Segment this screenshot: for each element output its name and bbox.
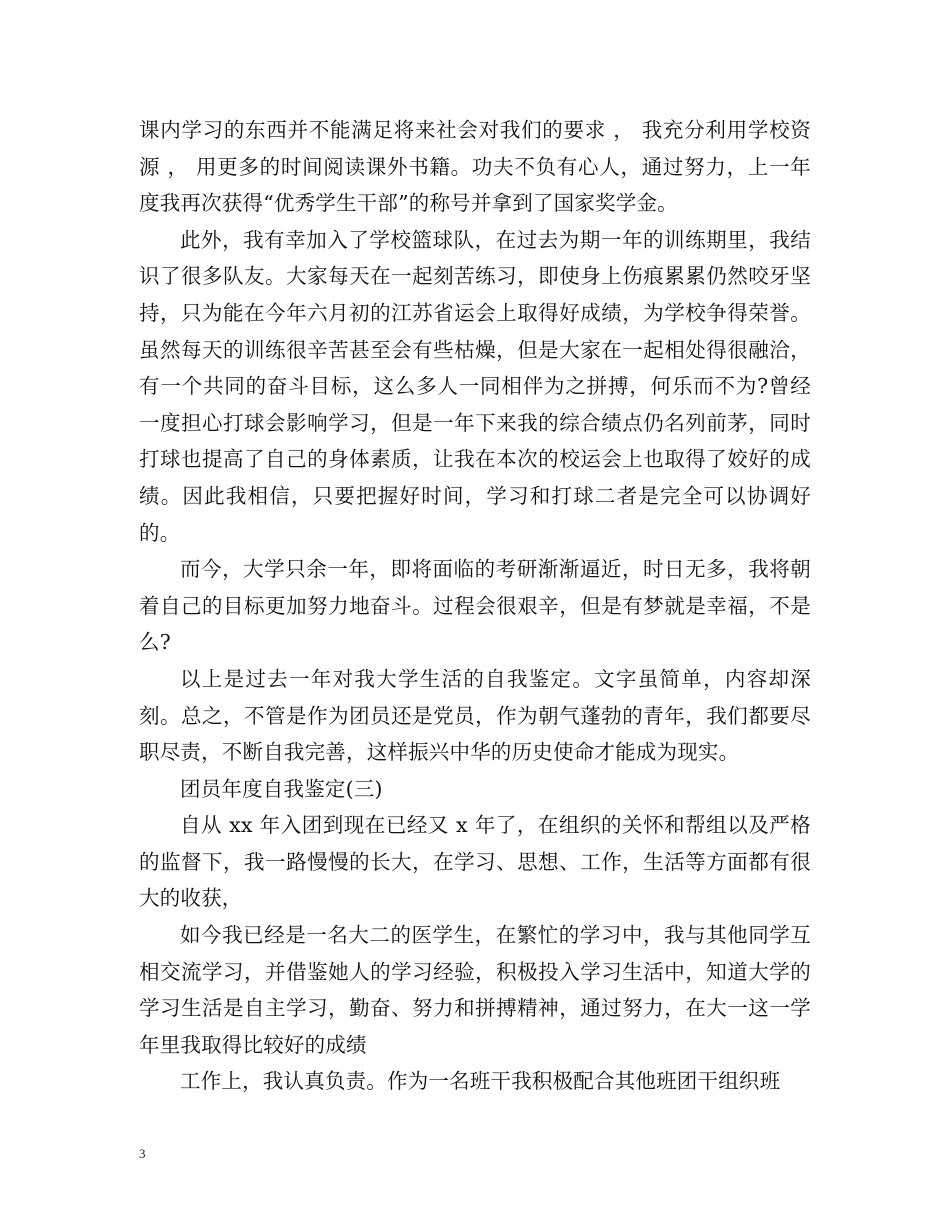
page-number: 3 [139,1146,146,1161]
section-heading: 团员年度自我鉴定(三) [180,776,383,801]
paragraph-8: 工作上，我认真负责。作为一名班干我积极配合其他班团干组织班 [180,1069,781,1094]
paragraph-3: 而今，大学只余一年，即将面临的考研渐渐逼近，时日无多，我将朝着自己的目标更加努力地奋斗。过程会很艰辛，但是有梦就是幸福，不是么? [139,557,811,655]
paragraph-1: 课内学习的东西并不能满足将来社会对我们的要求 ， 我充分利用学校资源 ， 用更多的时间阅读课外书籍。功夫不负有心人，通过努力，上一年度我再次获得“优秀学生干部”的称号并拿到了国家奖学金。 [139,118,811,216]
paragraph-4: 以上是过去一年对我大学生活的自我鉴定。文字虽简单，内容却深刻。总之，不管是作为团员还是党员，作为朝气蓬勃的青年，我们都要尽职尽责，不断自我完善，这样振兴中华的历史使命才能成为现实。 [139,666,811,765]
paragraph-2: 此外，我有幸加入了学校篮球队，在过去为期一年的训练期里，我结识了很多队友。大家每天在一起刻苦练习，即使身上伤痕累累仍然咬牙坚持，只为能在今年六月初的江苏省运会上取得好成绩，为学校争得荣誉。虽然每天的训练很辛苦甚至会有些枯燥，但是大家在一起相处得很融洽，有一个共同的奋斗目标，这么多人一同相伴为之拼搏，何乐而不为?曾经一度担心打球会影响学习，但是一年下来我的综合绩点仍名列前茅，同时打球也提高了自己的身体素质，让我在本次的校运会上也取得了姣好的成绩。因此我相信，只要把握好时间，学习和打球二者是完全可以协调好的。 [139,227,811,545]
paragraph-7: 如今我已经是一名大二的医学生，在繁忙的学习中，我与其他同学互相交流学习，并借鉴她人的学习经验，积极投入学习生活中，知道大学的学习生活是自主学习，勤奋、努力和拼搏精神，通过努力，在大一这一学年里我取得比较好的成绩 [139,923,811,1057]
paragraph-6: 自从 xx 年入团到现在已经又 x 年了，在组织的关怀和帮组以及严格的监督下，我一路慢慢的长大，在学习、思想、工作，生活等方面都有很大的收获， [139,813,811,911]
document-body [139,112,811,1100]
